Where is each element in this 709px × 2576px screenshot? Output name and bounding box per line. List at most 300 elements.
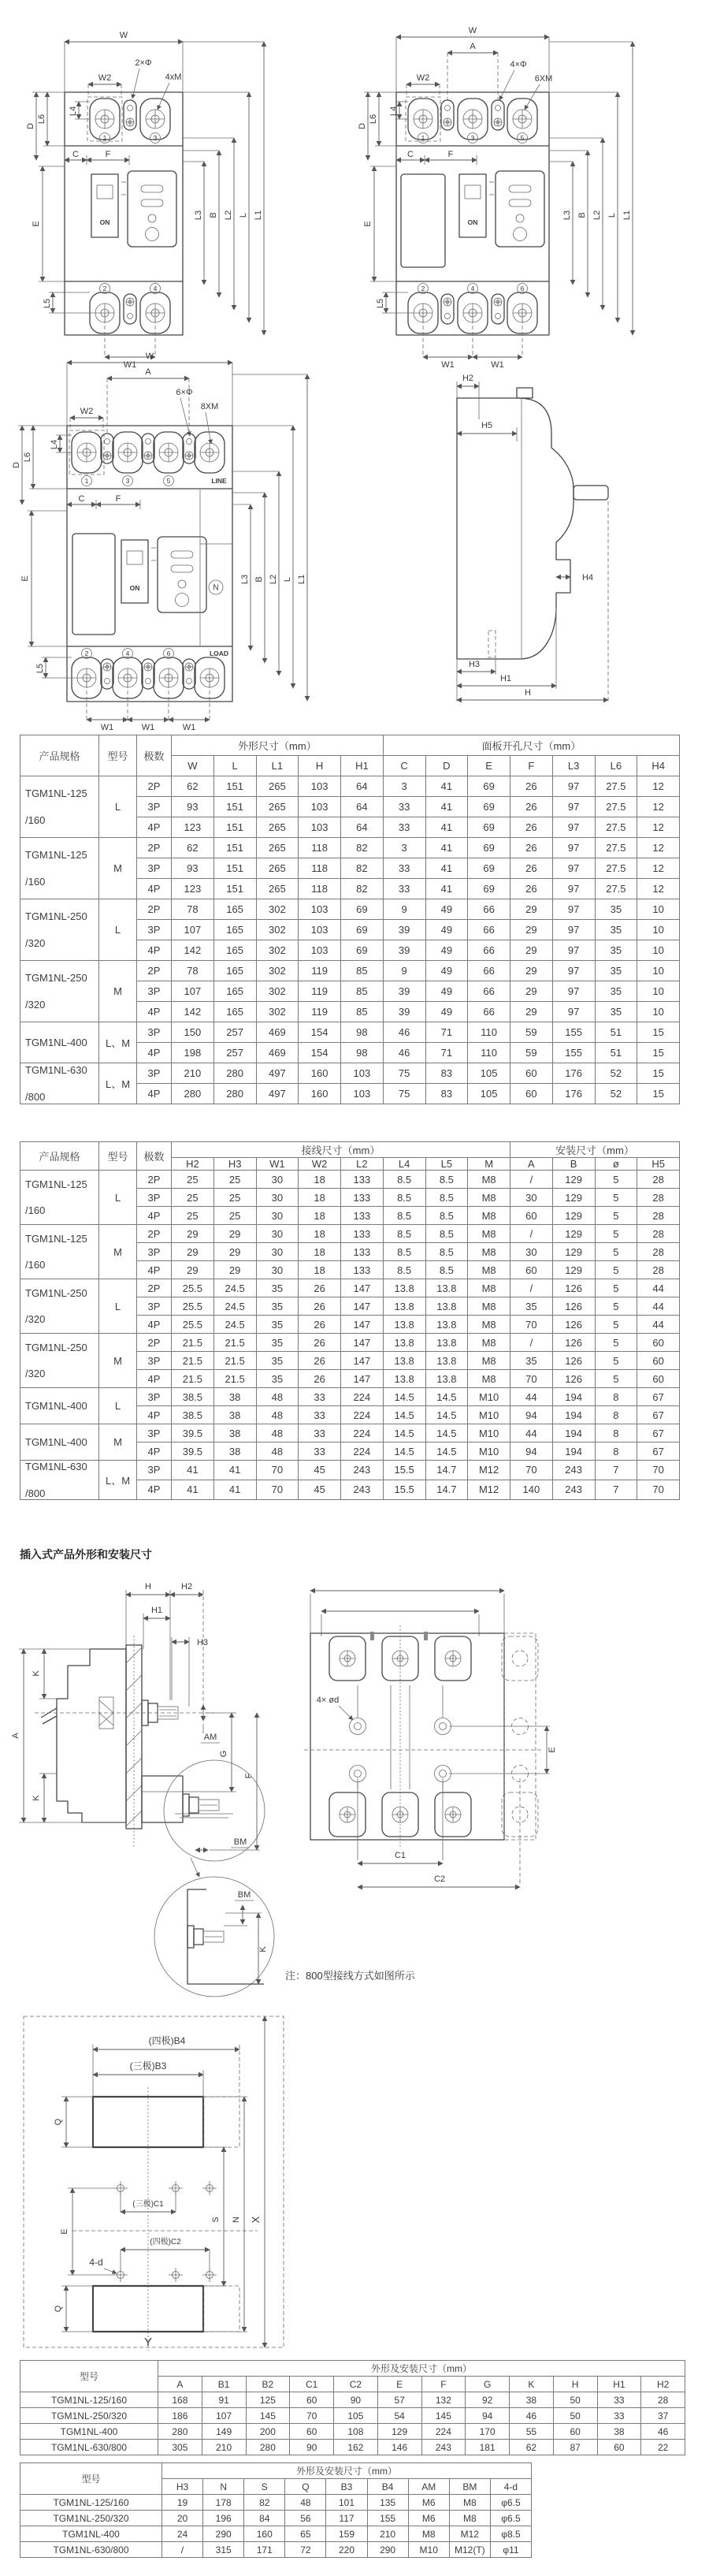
dimension-cell: 62: [510, 2440, 554, 2455]
dim-label: A: [470, 42, 476, 51]
column-header: H1: [341, 756, 384, 776]
dimension-cell: /: [510, 1279, 553, 1297]
dimension-cell: 315: [203, 2542, 244, 2558]
dimension-cell: 280: [158, 2424, 202, 2440]
model-cell: L、M: [99, 1022, 137, 1063]
dim-label: L4: [69, 106, 78, 117]
dimension-cell: 46: [510, 2408, 554, 2424]
dimension-cell: 49: [425, 920, 468, 940]
dimension-cell: 14.5: [425, 1424, 468, 1442]
dimension-cell: 176: [552, 1084, 595, 1104]
dimension-cell: 140: [510, 1480, 553, 1499]
column-header: ø: [595, 1158, 637, 1171]
dimension-cell: 60: [290, 2424, 334, 2440]
dimension-cell: 126: [552, 1370, 595, 1388]
dimension-cell: 35: [595, 920, 637, 940]
model-cell: L: [99, 1279, 137, 1334]
pole-number: 5: [166, 477, 171, 485]
column-header: 型号: [20, 2361, 158, 2392]
dimension-cell: M12: [468, 1480, 510, 1499]
column-header: 接线尺寸（mm）: [172, 1142, 510, 1158]
dimension-cell: 60: [510, 1084, 553, 1104]
dimension-cell: 33: [383, 858, 425, 879]
side-view-drawing: [433, 370, 638, 705]
on-label: ON: [129, 584, 140, 592]
dimension-cell: φ6.5: [490, 2511, 531, 2526]
dimension-cell: 35: [595, 899, 637, 920]
dimension-cell: 25.5: [172, 1316, 214, 1334]
dimension-cell: 181: [466, 2440, 510, 2455]
dimension-cell: M8: [468, 1316, 510, 1334]
dimension-cell: 15.5: [383, 1480, 425, 1499]
dimension-cell: 165: [213, 981, 256, 1002]
model-cell: L: [99, 1171, 137, 1225]
dimension-cell: 51: [595, 1043, 637, 1063]
dimension-cell: /: [510, 1334, 553, 1352]
dimension-cell: 41: [425, 776, 468, 797]
dimension-cell: 147: [341, 1279, 384, 1297]
dimension-cell: M8: [468, 1352, 510, 1370]
column-header: H1: [597, 2377, 641, 2392]
plugin-mounting-table: [20, 2462, 532, 2558]
dimension-cell: 107: [172, 981, 214, 1002]
dimension-cell: 3P: [137, 858, 172, 879]
dimension-cell: TGM1NL-250/320: [20, 2408, 158, 2424]
dimension-cell: 33: [299, 1388, 341, 1406]
dimension-cell: 65: [285, 2526, 326, 2542]
dim-label-b3: (三极)B3: [129, 2060, 167, 2072]
dimension-cell: 129: [552, 1189, 595, 1207]
dimension-cell: M8: [468, 1261, 510, 1279]
dimension-cell: 83: [425, 1084, 468, 1104]
dimension-cell: 60: [290, 2392, 334, 2408]
dimension-cell: 70: [256, 1480, 299, 1499]
dimension-cell: 165: [213, 920, 256, 940]
dimension-cell: 25: [172, 1189, 214, 1207]
dimension-cell: 60: [510, 1207, 553, 1225]
dimension-cell: 82: [341, 879, 384, 899]
dimension-cell: 78: [172, 899, 214, 920]
dim-label: L3: [194, 210, 203, 221]
callout-m: 4xM: [165, 73, 182, 82]
column-header: 安装尺寸（mm）: [510, 1142, 680, 1158]
dimension-cell: 8: [595, 1442, 637, 1461]
dimension-cell: M8: [468, 1334, 510, 1352]
dimension-cell: TGM1NL-250/320: [20, 2511, 162, 2526]
dimension-cell: 8: [595, 1406, 637, 1424]
column-header: A: [510, 1158, 553, 1171]
dimension-cell: 41: [425, 838, 468, 858]
dimension-cell: 44: [637, 1316, 680, 1334]
dimension-cell: 14.5: [383, 1442, 425, 1461]
dimension-cell: 3: [383, 776, 425, 797]
dim-label-k: K: [32, 1670, 41, 1677]
column-header: 4-d: [490, 2479, 531, 2495]
table-row: [20, 2392, 685, 2408]
dimension-cell: 66: [468, 920, 510, 940]
dimension-cell: 176: [552, 1063, 595, 1084]
dimension-cell: M8: [468, 1370, 510, 1388]
dimension-cell: 186: [158, 2408, 202, 2424]
dimension-cell: 14.5: [425, 1442, 468, 1461]
dim-label: L1: [297, 574, 306, 585]
dim-label: L4: [389, 106, 399, 117]
dimension-cell: 149: [202, 2424, 246, 2440]
spec-cell: TGM1NL-250 /320: [20, 961, 99, 1022]
pole-number: 1: [421, 134, 425, 142]
column-header: W2: [299, 1158, 341, 1171]
dimension-cell: 35: [510, 1352, 553, 1370]
table-row: [20, 838, 680, 858]
dimension-cell: 117: [326, 2511, 367, 2526]
dimension-cell: 75: [383, 1063, 425, 1084]
dimension-cell: M10: [468, 1388, 510, 1406]
dimension-cell: 26: [299, 1352, 341, 1370]
dimension-cell: 224: [341, 1388, 384, 1406]
dim-label-k: K: [32, 1795, 41, 1801]
dimension-cell: 28: [637, 1225, 680, 1243]
table-row: [20, 2408, 685, 2424]
dimension-cell: 71: [425, 1022, 468, 1043]
dimension-cell: M12: [449, 2526, 490, 2542]
dimension-cell: 8.5: [425, 1261, 468, 1279]
column-header: B3: [326, 2479, 367, 2495]
column-header: 型号: [20, 2463, 162, 2495]
dim-label: L2: [224, 210, 233, 221]
dimension-cell: 162: [334, 2440, 378, 2455]
dimension-cell: 26: [510, 776, 553, 797]
dimension-cell: 265: [256, 838, 299, 858]
dimension-cell: 14.5: [383, 1406, 425, 1424]
column-header: L1: [256, 756, 299, 776]
dimension-cell: 52: [595, 1084, 637, 1104]
dimension-cell: 3P: [137, 1022, 172, 1043]
column-header: L6: [595, 756, 637, 776]
dimension-cell: 69: [341, 899, 384, 920]
column-header: H3: [213, 1158, 256, 1171]
spec-cell: TGM1NL-630 /800: [20, 1461, 99, 1500]
dimension-cell: 94: [510, 1406, 553, 1424]
dimension-cell: 33: [299, 1424, 341, 1442]
dimension-cell: 103: [299, 940, 341, 961]
dimension-cell: 20: [162, 2511, 203, 2526]
column-header: C2: [334, 2377, 378, 2392]
dimension-cell: 49: [425, 961, 468, 981]
column-header: L: [213, 756, 256, 776]
dimension-cell: 12: [637, 776, 680, 797]
dimension-cell: 2P: [137, 961, 172, 981]
dimension-cell: 119: [299, 961, 341, 981]
dimension-cell: 5: [595, 1279, 637, 1297]
dimension-cell: 38: [597, 2424, 641, 2440]
dimension-cell: 30: [256, 1225, 299, 1243]
dimension-cell: 21.5: [213, 1334, 256, 1352]
dimension-cell: 8.5: [425, 1225, 468, 1243]
dimension-cell: 97: [552, 981, 595, 1002]
dimension-cell: 210: [202, 2440, 246, 2455]
spec-cell: TGM1NL-125 /160: [20, 776, 99, 838]
dimension-cell: 97: [552, 899, 595, 920]
dim-label-am: AM: [203, 1733, 217, 1742]
dim-label: W: [119, 31, 128, 40]
dimension-cell: 66: [468, 899, 510, 920]
dimension-cell: 97: [552, 776, 595, 797]
dimension-cell: 97: [552, 797, 595, 817]
dimension-cell: 4P: [137, 1370, 172, 1388]
dimension-cell: 13.8: [425, 1279, 468, 1297]
dimension-cell: 29: [172, 1261, 214, 1279]
dim-label-x: X: [250, 2216, 262, 2224]
dimension-cell: 30: [256, 1207, 299, 1225]
dimension-cell: 4P: [137, 1442, 172, 1461]
dimension-cell: 50: [553, 2392, 597, 2408]
column-header: M: [468, 1158, 510, 1171]
dimension-cell: 243: [341, 1480, 384, 1499]
dimension-cell: 60: [637, 1352, 680, 1370]
dimension-cell: 28: [637, 1207, 680, 1225]
dimension-cell: 103: [299, 899, 341, 920]
dimension-cell: 22: [641, 2440, 685, 2455]
column-header: E: [468, 756, 510, 776]
dim-label: L3: [562, 210, 572, 221]
dimension-cell: 24: [162, 2526, 203, 2542]
dimension-cell: 151: [213, 797, 256, 817]
dim-label: F: [447, 150, 454, 159]
dimension-cell: 29: [213, 1243, 256, 1261]
dimension-cell: 103: [299, 817, 341, 838]
dimension-cell: 13.8: [425, 1316, 468, 1334]
dimension-cell: 29: [510, 940, 553, 961]
dimension-cell: 70: [510, 1461, 553, 1480]
dim-label: C: [407, 150, 414, 159]
dimension-cell: 135: [367, 2495, 408, 2511]
dimension-cell: 101: [326, 2495, 367, 2511]
dim-label: E: [363, 221, 373, 227]
dimension-cell: 98: [341, 1022, 384, 1043]
dimension-cell: 46: [641, 2424, 685, 2440]
dimension-cell: 66: [468, 981, 510, 1002]
dimension-cell: 8.5: [425, 1243, 468, 1261]
model-cell: M: [99, 1225, 137, 1279]
on-label: ON: [467, 218, 478, 226]
dimension-cell: 194: [552, 1424, 595, 1442]
dimension-cell: 5: [595, 1207, 637, 1225]
dimension-cell: 302: [256, 1002, 299, 1022]
dimension-cell: 280: [213, 1084, 256, 1104]
dim-label-b4: (四极)B4: [148, 2035, 186, 2046]
dim-label-c2: C2: [433, 1874, 446, 1884]
dimension-cell: 146: [377, 2440, 421, 2455]
dimension-cell: 26: [510, 838, 553, 858]
dimension-cell: 48: [256, 1424, 299, 1442]
dimension-cell: 165: [213, 1002, 256, 1022]
dimension-cell: 97: [552, 961, 595, 981]
dimension-cell: 302: [256, 940, 299, 961]
dimension-cell: 18: [299, 1171, 341, 1189]
dim-label: L6: [369, 114, 378, 125]
callout-4d: 4-d: [89, 2257, 103, 2268]
dimension-cell: M8: [468, 1189, 510, 1207]
model-cell: L、M: [99, 1063, 137, 1104]
dim-label: E: [20, 575, 30, 582]
column-header: B2: [246, 2377, 290, 2392]
column-header: N: [203, 2479, 244, 2495]
dim-label-h1: H1: [499, 674, 512, 683]
dimension-cell: 64: [341, 776, 384, 797]
dimension-cell: 3: [383, 838, 425, 858]
dimension-cell: 69: [468, 879, 510, 899]
dimension-cell: 35: [256, 1352, 299, 1370]
dimension-cell: 90: [334, 2392, 378, 2408]
dimension-cell: 41: [172, 1461, 214, 1480]
pole-number: 2: [102, 285, 107, 292]
dimension-cell: 78: [172, 961, 214, 981]
dimension-cell: 5: [595, 1334, 637, 1352]
dimension-cell: 265: [256, 817, 299, 838]
dimension-cell: 41: [425, 797, 468, 817]
dimension-cell: 60: [553, 2424, 597, 2440]
dimension-cell: 133: [341, 1243, 384, 1261]
header-row: [20, 735, 680, 756]
dimension-cell: 132: [421, 2392, 466, 2408]
dimension-cell: 56: [285, 2511, 326, 2526]
dimension-cell: 10: [637, 899, 680, 920]
pole-number: 1: [102, 134, 107, 142]
dimension-cell: 165: [213, 899, 256, 920]
dimension-cell: 8.5: [383, 1261, 425, 1279]
dimension-cell: 48: [256, 1406, 299, 1424]
dimension-cell: 126: [552, 1279, 595, 1297]
callout-phi: 2×Φ: [135, 58, 152, 68]
dim-label-g: G: [219, 1750, 228, 1758]
dimension-cell: 97: [552, 940, 595, 961]
model-cell: M: [99, 1334, 137, 1388]
dimension-cell: 30: [510, 1189, 553, 1207]
dimension-cell: 8.5: [425, 1207, 468, 1225]
front-view-4pole-drawing: [8, 343, 358, 737]
dimension-cell: 35: [256, 1370, 299, 1388]
dimension-cell: 108: [334, 2424, 378, 2440]
dimension-cell: 224: [341, 1424, 384, 1442]
dimension-cell: 4P: [137, 1207, 172, 1225]
dimension-cell: 200: [246, 2424, 290, 2440]
dim-label: W2: [98, 73, 112, 83]
dimension-cell: 97: [552, 879, 595, 899]
table-row: [20, 1334, 680, 1352]
pole-number: 3: [125, 477, 130, 485]
dimension-cell: 28: [637, 1171, 680, 1189]
dimension-cell: 39.5: [172, 1442, 214, 1461]
dimension-cell: 41: [425, 817, 468, 838]
dimension-cell: 107: [172, 920, 214, 940]
dimension-cell: 142: [172, 940, 214, 961]
dimension-cell: 469: [256, 1043, 299, 1063]
dimension-cell: 210: [367, 2526, 408, 2542]
dimension-cell: /: [162, 2542, 203, 2558]
dimension-cell: 98: [341, 1043, 384, 1063]
dimension-cell: 118: [299, 858, 341, 879]
dimension-cell: 126: [552, 1352, 595, 1370]
column-header: F: [510, 756, 553, 776]
dimension-cell: 105: [334, 2408, 378, 2424]
dimension-cell: 265: [256, 858, 299, 879]
dimension-cell: 21.5: [213, 1370, 256, 1388]
dimension-cell: 4P: [137, 1406, 172, 1424]
dimension-cell: 15: [637, 1063, 680, 1084]
dim-label: L3: [240, 574, 250, 585]
dimension-cell: 129: [552, 1171, 595, 1189]
dim-label-h3: H3: [196, 1638, 209, 1647]
dimension-cell: 25: [213, 1207, 256, 1225]
dimension-cell: 5: [595, 1171, 637, 1189]
column-header: D: [425, 756, 468, 776]
dim-label: L: [607, 212, 617, 218]
dimension-cell: 103: [341, 1063, 384, 1084]
dimension-cell: 129: [552, 1225, 595, 1243]
dimension-cell: 5: [595, 1243, 637, 1261]
pole-number: 3: [470, 134, 475, 142]
dimension-cell: 67: [637, 1406, 680, 1424]
dimension-cell: 155: [552, 1043, 595, 1063]
dimension-cell: 67: [637, 1424, 680, 1442]
dimension-cell: 39.5: [172, 1424, 214, 1442]
dimension-cell: 46: [383, 1022, 425, 1043]
dimension-cell: 5: [595, 1370, 637, 1388]
dim-label-h3: H3: [468, 660, 481, 669]
dimension-cell: 54: [377, 2408, 421, 2424]
dimension-cell: 38.5: [172, 1388, 214, 1406]
callout-phi: 6×Φ: [176, 388, 193, 397]
dimension-cell: 25: [213, 1171, 256, 1189]
dim-label: W2: [80, 407, 94, 416]
dimension-cell: M8: [449, 2495, 490, 2511]
dimension-cell: 37: [641, 2408, 685, 2424]
column-header: 极数: [137, 1142, 172, 1171]
dimension-cell: 265: [256, 879, 299, 899]
dimension-cell: M8: [408, 2526, 449, 2542]
pole-number: 1: [84, 477, 89, 485]
table-row: [20, 2542, 532, 2558]
dimension-cell: 14.5: [383, 1424, 425, 1442]
dimension-cell: 2P: [137, 776, 172, 797]
dimension-cell: 224: [341, 1406, 384, 1424]
dimension-cell: φ11: [490, 2542, 531, 2558]
dimension-cell: 39: [383, 1002, 425, 1022]
dimension-cell: 8.5: [383, 1171, 425, 1189]
dimension-cell: 38: [213, 1388, 256, 1406]
section-title: 插入式产品外形和安装尺寸: [20, 1548, 152, 1561]
dimension-cell: 26: [299, 1297, 341, 1316]
dimension-cell: 5: [595, 1189, 637, 1207]
dimension-cell: 35: [510, 1297, 553, 1316]
dimension-cell: 15: [637, 1084, 680, 1104]
dimension-cell: 2P: [137, 1225, 172, 1243]
dimension-cell: 13.8: [383, 1370, 425, 1388]
dimension-cell: M10: [468, 1442, 510, 1461]
dimension-cell: 69: [468, 838, 510, 858]
dimension-cell: 66: [468, 961, 510, 981]
column-header: 型号: [99, 1142, 137, 1171]
dimension-cell: 2P: [137, 1171, 172, 1189]
dimension-cell: 15: [637, 1022, 680, 1043]
dimension-cell: 85: [341, 981, 384, 1002]
dimension-cell: 62: [172, 838, 214, 858]
dim-label: B: [209, 212, 218, 218]
dim-label: F: [105, 150, 111, 159]
pole-number: 4: [153, 285, 158, 292]
dimension-cell: 133: [341, 1189, 384, 1207]
dimension-cell: 82: [341, 858, 384, 879]
